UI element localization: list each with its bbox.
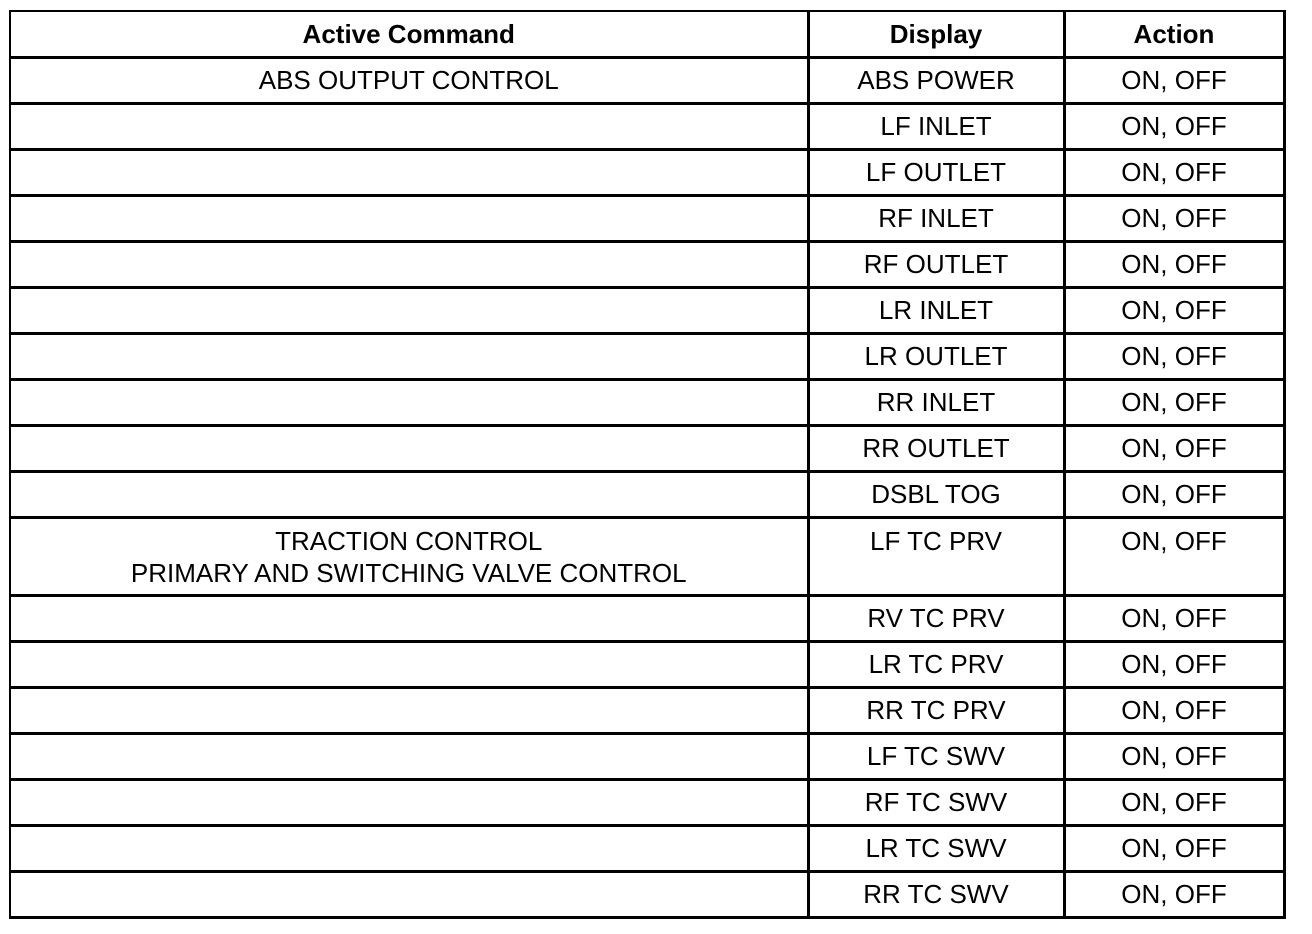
cell-action: ON, OFF bbox=[1064, 871, 1284, 917]
cell-display: LF TC SWV bbox=[808, 733, 1064, 779]
cell-display: RR OUTLET bbox=[808, 425, 1064, 471]
table-row bbox=[10, 733, 1284, 779]
cell-active-command bbox=[10, 871, 808, 917]
cell-active-command bbox=[10, 595, 808, 641]
cell-action: ON, OFF bbox=[1064, 103, 1284, 149]
cell-action: ON, OFF bbox=[1064, 595, 1284, 641]
cell-action: ON, OFF bbox=[1064, 149, 1284, 195]
cell-display: LF OUTLET bbox=[808, 149, 1064, 195]
table-row bbox=[10, 149, 1284, 195]
active-command-text: TRACTION CONTROL bbox=[275, 525, 543, 556]
cell-active-command bbox=[10, 195, 808, 241]
cell-action: ON, OFF bbox=[1064, 195, 1284, 241]
cell-display: RR INLET bbox=[808, 379, 1064, 425]
cell-action: ON, OFF bbox=[1064, 779, 1284, 825]
cell-active-command bbox=[10, 149, 808, 195]
header-active-command: Active Command bbox=[10, 11, 808, 57]
cell-active-command bbox=[10, 517, 808, 595]
table-header-row bbox=[10, 11, 1284, 57]
table-row bbox=[10, 425, 1284, 471]
table-row bbox=[10, 595, 1284, 641]
table-row bbox=[10, 517, 1284, 595]
cell-action: ON, OFF bbox=[1064, 333, 1284, 379]
table-row bbox=[10, 103, 1284, 149]
cell-active-command bbox=[10, 103, 808, 149]
cell-active-command bbox=[10, 379, 808, 425]
table-row bbox=[10, 871, 1284, 917]
cell-display: DSBL TOG bbox=[808, 471, 1064, 517]
cell-display: LR INLET bbox=[808, 287, 1064, 333]
cell-active-command bbox=[10, 287, 808, 333]
cell-active-command bbox=[10, 733, 808, 779]
cell-active-command bbox=[10, 825, 808, 871]
cell-action: ON, OFF bbox=[1064, 379, 1284, 425]
cell-action: ON, OFF bbox=[1064, 57, 1284, 103]
cell-active-command bbox=[10, 687, 808, 733]
table-row bbox=[10, 333, 1284, 379]
cell-active-command bbox=[10, 779, 808, 825]
cell-action: ON, OFF bbox=[1064, 687, 1284, 733]
active-command-text: ABS OUTPUT CONTROL bbox=[258, 65, 559, 95]
cell-action: ON, OFF bbox=[1064, 241, 1284, 287]
cell-display: RF OUTLET bbox=[808, 241, 1064, 287]
cell-action: ON, OFF bbox=[1064, 471, 1284, 517]
table-body bbox=[10, 57, 1284, 917]
cell-display: LF TC PRV bbox=[808, 517, 1064, 595]
cell-display: LR TC SWV bbox=[808, 825, 1064, 871]
cell-display: LF INLET bbox=[808, 103, 1064, 149]
table-row bbox=[10, 825, 1284, 871]
table-row bbox=[10, 641, 1284, 687]
cell-action: ON, OFF bbox=[1064, 641, 1284, 687]
header-action: Action bbox=[1064, 11, 1284, 57]
header-display: Display bbox=[808, 11, 1064, 57]
cell-active-command bbox=[10, 57, 808, 103]
cell-active-command bbox=[10, 333, 808, 379]
cell-display: ABS POWER bbox=[808, 57, 1064, 103]
cell-display: RF TC SWV bbox=[808, 779, 1064, 825]
cell-display: RR TC SWV bbox=[808, 871, 1064, 917]
table-row bbox=[10, 241, 1284, 287]
active-command-table bbox=[9, 10, 1286, 919]
cell-action: ON, OFF bbox=[1064, 287, 1284, 333]
cell-display: LR TC PRV bbox=[808, 641, 1064, 687]
table-row bbox=[10, 687, 1284, 733]
table-row bbox=[10, 57, 1284, 103]
cell-active-command bbox=[10, 241, 808, 287]
cell-action: ON, OFF bbox=[1064, 517, 1284, 595]
cell-action: ON, OFF bbox=[1064, 733, 1284, 779]
cell-active-command bbox=[10, 425, 808, 471]
cell-active-command bbox=[10, 641, 808, 687]
table-row bbox=[10, 379, 1284, 425]
table-row bbox=[10, 287, 1284, 333]
cell-display: LR OUTLET bbox=[808, 333, 1064, 379]
table-row bbox=[10, 779, 1284, 825]
table-row bbox=[10, 471, 1284, 517]
cell-action: ON, OFF bbox=[1064, 425, 1284, 471]
cell-display: RV TC PRV bbox=[808, 595, 1064, 641]
table-row bbox=[10, 195, 1284, 241]
active-command-text: PRIMARY AND SWITCHING VALVE CONTROL bbox=[130, 557, 687, 588]
cell-active-command bbox=[10, 471, 808, 517]
cell-display: RR TC PRV bbox=[808, 687, 1064, 733]
cell-action: ON, OFF bbox=[1064, 825, 1284, 871]
cell-display: RF INLET bbox=[808, 195, 1064, 241]
